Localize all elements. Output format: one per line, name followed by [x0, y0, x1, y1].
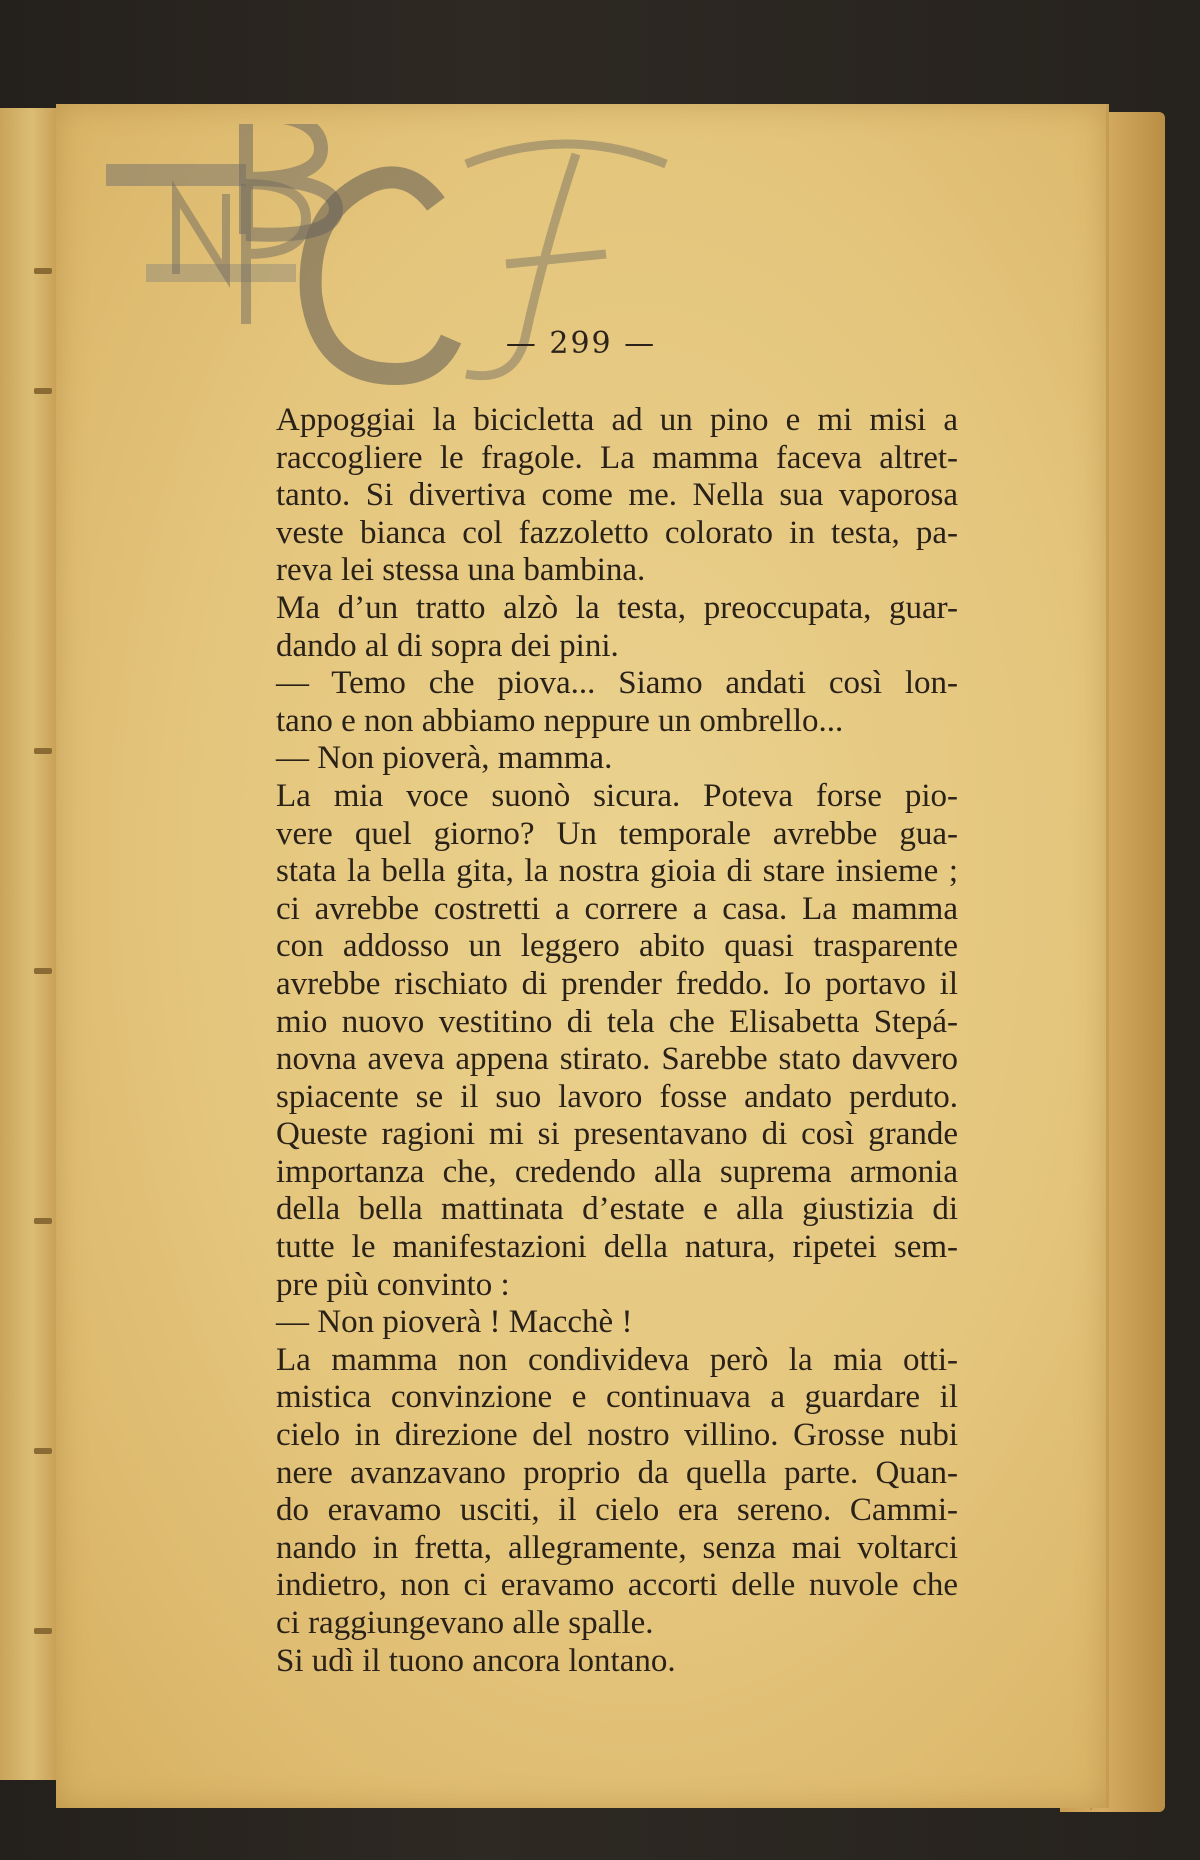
binding-stitch [34, 1218, 52, 1224]
text-line: novna aveva appena stirato. Sarebbe stato davvero [276, 1041, 958, 1078]
left-page-fragment [0, 108, 60, 1780]
binding-stitch [34, 748, 52, 754]
text-line: raccogliere le fragole. La mamma faceva altret- [276, 439, 958, 476]
text-line: nando in fretta, allegramente, senza mai voltarci [276, 1529, 958, 1566]
text-line: mistica convinzione e continuava a guardare il [276, 1379, 958, 1416]
text-line: ci raggiungevano alle spalle. [276, 1605, 654, 1641]
text-line: Queste ragioni mi si presentavano di così grande [276, 1116, 958, 1153]
text-line: pre più convinto : [276, 1266, 510, 1303]
text-line: tutte le manifestazioni della natura, ripetei sem- [276, 1229, 958, 1266]
bncf-watermark-logo [106, 124, 706, 424]
binding-stitch [34, 1628, 52, 1634]
page-text [276, 402, 958, 1680]
text-line: cielo in direzione del nostro villino. Grosse nubi [276, 1417, 958, 1454]
text-line: — Temo che piova... Siamo andati così lon- [276, 665, 958, 702]
book-page [56, 104, 1109, 1808]
text-line: spiacente se il suo lavoro fosse andato perduto. [276, 1078, 958, 1115]
text-line: reva lei stessa una bambina. [276, 552, 646, 589]
text-line: Appoggiai la bicicletta ad un pino e mi misi a [276, 402, 958, 438]
text-line: nere avanzavano proprio da quella parte. Quan- [276, 1454, 958, 1491]
text-line: tano e non abbiamo neppure un ombrello... [276, 702, 844, 739]
text-line: stata la bella gita, la nostra gioia di stare insieme ; [276, 853, 958, 890]
text-line: vere quel giorno? Un temporale avrebbe gua- [276, 815, 958, 852]
text-line: La mamma non condivideva però la mia otti- [276, 1341, 958, 1378]
text-line: mio nuovo vestitino di tela che Elisabetta Stepá- [276, 1003, 958, 1040]
text-line: importanza che, credendo alla suprema armonia [276, 1153, 958, 1190]
text-line: veste bianca col fazzoletto colorato in testa, pa- [276, 514, 958, 551]
text-line: — Non pioverà, mamma. [276, 740, 613, 777]
text-line: indietro, non ci eravamo accorti delle nuvole che [276, 1567, 958, 1604]
binding-stitch [34, 388, 52, 394]
binding-stitch [34, 1448, 52, 1454]
text-line: Si udì il tuono ancora lontano. [276, 1642, 676, 1679]
text-line: Ma d’un tratto alzò la testa, preoccupata, guar- [276, 589, 958, 626]
text-line: avrebbe rischiato di prender freddo. Io portavo il [276, 965, 958, 1002]
text-line: ci avrebbe costretti a correre a casa. La mamma [276, 890, 958, 927]
text-line: della bella mattinata d’estate e alla giustizia di [276, 1191, 958, 1228]
binding-stitch [34, 968, 52, 974]
page-number: — 299 — [505, 326, 657, 361]
text-line: — Non pioverà ! Macchè ! [276, 1304, 633, 1341]
text-line: con addosso un leggero abito quasi trasparente [276, 928, 958, 965]
text-line: tanto. Si divertiva come me. Nella sua vaporosa [276, 477, 958, 514]
text-line: La mia voce suonò sicura. Poteva forse pio- [276, 777, 958, 814]
text-line: do eravamo usciti, il cielo era sereno. Cammi- [276, 1492, 958, 1529]
text-line: dando al di sopra dei pini. [276, 627, 619, 664]
binding-stitch [34, 268, 52, 274]
